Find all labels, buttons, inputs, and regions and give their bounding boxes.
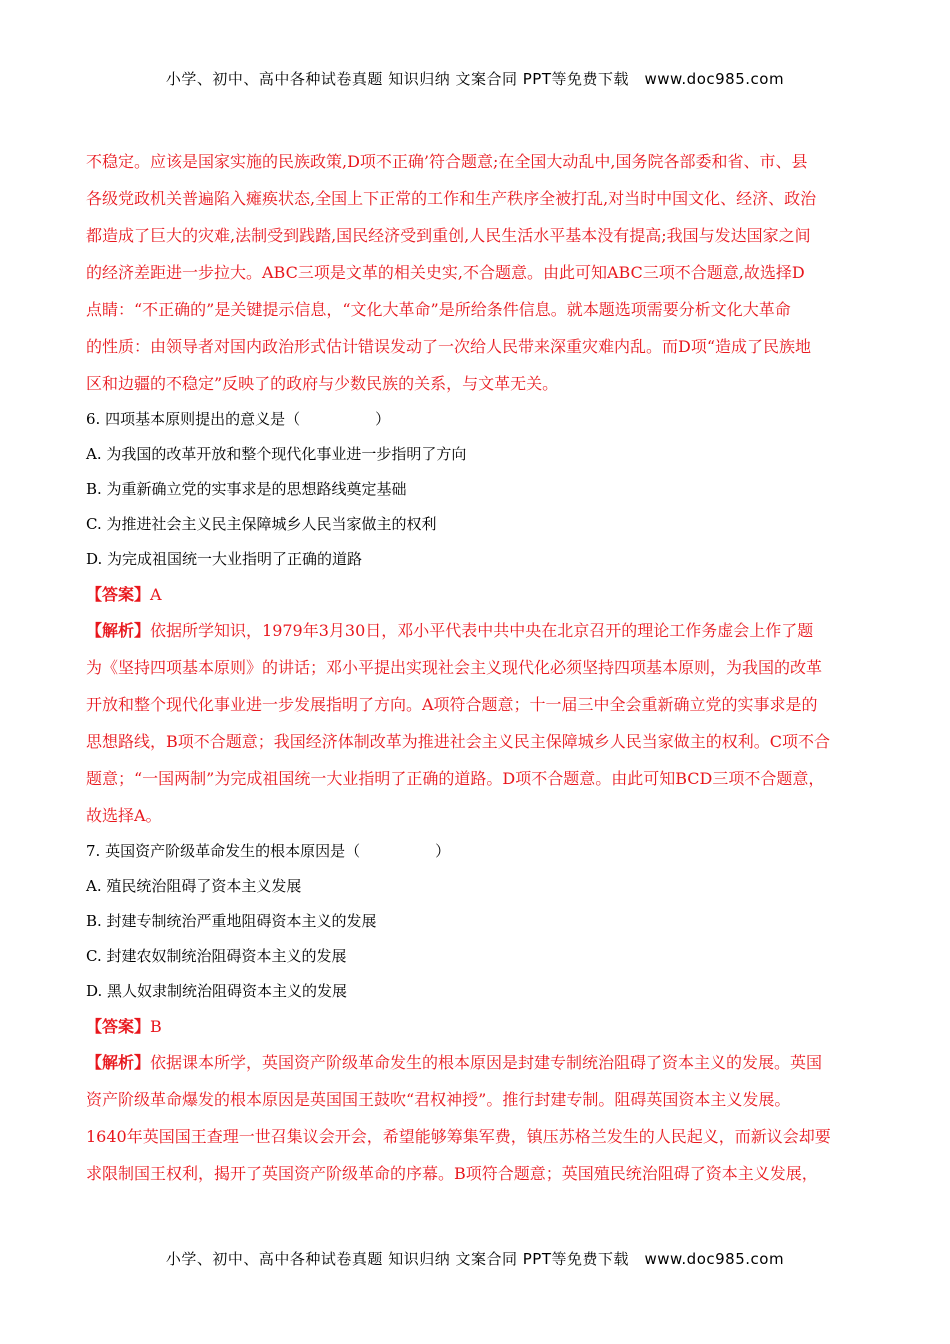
text-line: 都造成了巨大的灾难,法制受到践踏,国民经济受到重创,人民生活水平基本没有提高;我国与发达国家之间 bbox=[86, 226, 811, 245]
option-c: C. 封建农奴制统治阻碍资本主义的发展 bbox=[86, 947, 347, 965]
analysis-label: 【解析】 bbox=[86, 621, 151, 640]
analysis-line: 故选择A。 bbox=[86, 806, 162, 825]
question-stem: 7. 英国资产阶级革命发生的根本原因是（ ） bbox=[86, 842, 451, 860]
analysis-text: 依据课本所学，英国资产阶级革命发生的根本原因是封建专制统治阻碍了资本主义的发展。英国 bbox=[150, 1053, 823, 1072]
analysis-line: 开放和整个现代化事业进一步发展指明了方向。A项符合题意；十一届三中全会重新确立党的实事求是的 bbox=[86, 695, 818, 714]
text-line: 点睛：“不正确的”是关键提示信息，“文化大革命”是所给条件信息。就本题选项需要分析文化大革命 bbox=[86, 300, 791, 319]
analysis-line: 求限制国王权利，揭开了英国资产阶级革命的序幕。B项符合题意；英国殖民统治阻碍了资本主义发展， bbox=[86, 1164, 818, 1183]
analysis-label: 【解析】 bbox=[86, 1053, 151, 1072]
analysis-line: 思想路线，B项不合题意；我国经济体制改革为推进社会主义民主保障城乡人民当家做主的权利。C项不合 bbox=[86, 732, 831, 751]
option-a: A. 殖民统治阻碍了资本主义发展 bbox=[86, 877, 302, 895]
previous-analysis-continuation bbox=[86, 143, 866, 402]
answer-label: 【答案】 bbox=[86, 585, 151, 604]
analysis-line: 资产阶级革命爆发的根本原因是英国国王鼓吹“君权神授”。推行封建专制。阻碍英国资本主义发展。 bbox=[86, 1090, 791, 1109]
option-a: A. 为我国的改革开放和整个现代化事业进一步指明了方向 bbox=[86, 445, 467, 463]
answer-value: A bbox=[150, 585, 162, 604]
option-c: C. 为推进社会主义民主保障城乡人民当家做主的权利 bbox=[86, 515, 437, 533]
option-d: D. 黑人奴隶制统治阻碍资本主义的发展 bbox=[86, 982, 348, 1000]
answer-value: B bbox=[150, 1017, 162, 1036]
option-d: D. 为完成祖国统一大业指明了正确的道路 bbox=[86, 550, 363, 568]
analysis-line: 1640年英国国王查理一世召集议会开会，希望能够筹集军费，镇压苏格兰发生的人民起义，而新议会却要 bbox=[86, 1127, 831, 1146]
question-7 bbox=[86, 834, 866, 1192]
question-stem: 6. 四项基本原则提出的意义是（ ） bbox=[86, 410, 391, 428]
text-line: 区和边疆的不稳定”反映了的政府与少数民族的关系，与文革无关。 bbox=[86, 374, 559, 393]
text-line: 的经济差距进一步拉大。ABC三项是文革的相关史实,不合题意。由此可知ABC三项不合题意,故选择D bbox=[86, 263, 805, 282]
option-b: B. 为重新确立党的实事求是的思想路线奠定基础 bbox=[86, 480, 407, 498]
analysis-line bbox=[86, 612, 866, 649]
text-line: 各级党政机关普遍陷入瘫痪状态,全国上下正常的工作和生产秩序全被打乱,对当时中国文化、经济、政治 bbox=[86, 189, 817, 208]
analysis-text: 依据所学知识，1979年3月30日，邓小平代表中共中央在北京召开的理论工作务虚会上作了题 bbox=[150, 621, 814, 640]
option-b: B. 封建专制统治严重地阻碍资本主义的发展 bbox=[86, 912, 377, 930]
page-footer: 小学、初中、高中各种试卷真题 知识归纳 文案合同 PPT等免费下载 www.doc985.com bbox=[165, 1250, 785, 1268]
answer-line bbox=[86, 577, 866, 612]
analysis-line: 题意；“一国两制”为完成祖国统一大业指明了正确的道路。D项不合题意。由此可知BCD三项不合题意， bbox=[86, 769, 825, 788]
analysis-line: 为《坚持四项基本原则》的讲话；邓小平提出实现社会主义现代化必须坚持四项基本原则，为我国的改革 bbox=[86, 658, 823, 677]
page-content bbox=[86, 143, 866, 1192]
question-6 bbox=[86, 402, 866, 834]
answer-label: 【答案】 bbox=[86, 1017, 151, 1036]
answer-line bbox=[86, 1009, 866, 1044]
page-header: 小学、初中、高中各种试卷真题 知识归纳 文案合同 PPT等免费下载 www.doc985.com bbox=[165, 70, 785, 88]
text-line: 不稳定。应该是国家实施的民族政策,D项不正确’符合题意;在全国大动乱中,国务院各部委和省、市、县 bbox=[86, 152, 808, 171]
text-line: 的性质：由领导者对国内政治形式估计错误发动了一次给人民带来深重灾难内乱。而D项“造成了民族地 bbox=[86, 337, 812, 356]
analysis-line bbox=[86, 1044, 866, 1081]
